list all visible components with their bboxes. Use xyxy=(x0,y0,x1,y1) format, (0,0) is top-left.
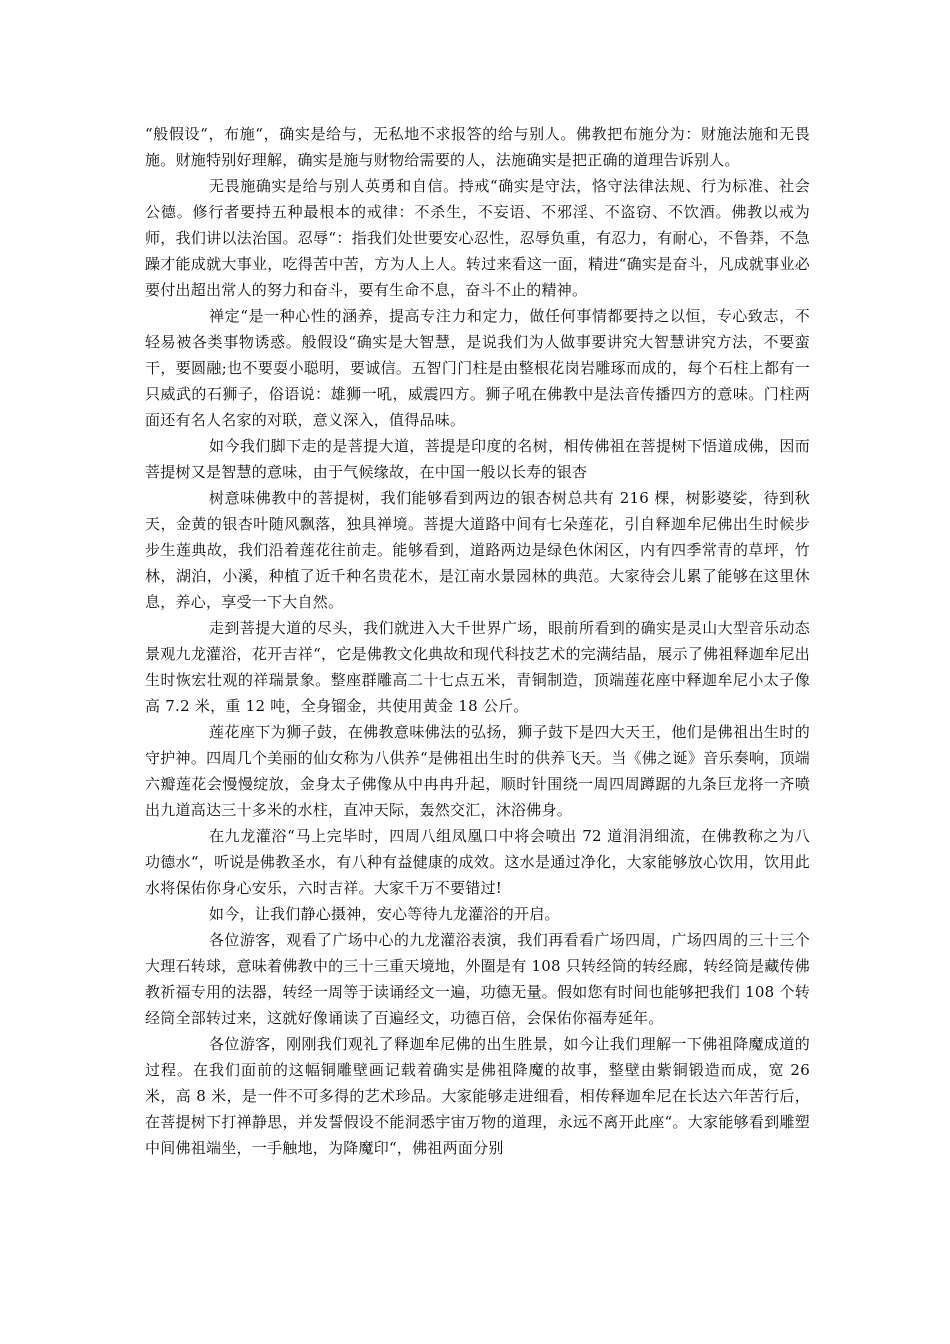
paragraph-5: 树意味佛教中的菩提树，我们能够看到两边的银杏树总共有 216 棵，树影婆娑，待到秋天，金黄的银杏叶随风飘落，独具禅境。菩提大道路中间有七朵莲花，引自释迦牟尼佛出生时候步步生莲典故，我们沿着莲花往前走。能够看到，道路两边是绿色休闲区，内有四季常青的草坪，竹林，湖泊，小溪，种植了近千种名贵花木，是江南水景园林的典范。大家待会儿累了能够在这里休息，养心，享受一下大自然。 xyxy=(145,489,810,611)
paragraph-9: 如今，让我们静心摄神，安心等待九龙灌浴的开启。 xyxy=(209,905,560,923)
paragraph-1: “般假设“，布施“，确实是给与，无私地不求报答的给与别人。佛教把布施分为：财施法施和无畏施。财施特别好理解，确实是施与财物给需要的人，法施确实是把正确的道理告诉别人。 xyxy=(145,125,810,169)
document-body xyxy=(145,121,810,1161)
paragraph-11: 各位游客，刚刚我们观礼了释迦牟尼佛的出生胜景，如今让我们理解一下佛祖降魔成道的过程。在我们面前的这幅铜雕壁画记载着确实是佛祖降魔的故事，整壁由紫铜锻造而成，宽 26 米，高 8 米，是一件不可多得的艺术珍品。大家能够走进细看，相传释迦牟尼在长达六年苦行后，在菩提树下打禅静思，并发誓假设不能洞悉宇宙万物的道理，永远不离开此座“。大家能够看到雕塑中间佛祖端坐，一手触地，为降魔印“，佛祖两面分别 xyxy=(145,1035,810,1157)
paragraph-8: 在九龙灌浴“马上完毕时，四周八组凤凰口中将会喷出 72 道涓涓细流，在佛教称之为八功德水“，听说是佛教圣水，有八种有益健康的成效。这水是通过净化，大家能够放心饮用，饮用此水将保佑你身心安乐，六时吉祥。大家千万不要错过! xyxy=(145,827,810,897)
paragraph-10: 各位游客，观看了广场中心的九龙灌浴表演，我们再看看广场四周，广场四周的三十三个大理石转球，意味着佛教中的三十三重天境地，外圈是有 108 只转经筒的转经廊，转经筒是藏传佛教祈福专用的法器，转经一周等于读诵经文一遍，功德无量。假如您有时间也能够把我们 108 个转经筒全部转过来，这就好像诵读了百遍经文，功德百倍，会保佑你福寿延年。 xyxy=(145,931,810,1027)
paragraph-3: 禅定“是一种心性的涵养，提高专注力和定力，做任何事情都要持之以恒，专心致志，不轻易被各类事物诱惑。般假设“确实是大智慧，是说我们为人做事要讲究大智慧讲究方法，不要蛮干，要圆融;也不要耍小聪明，要诚信。五智门门柱是由整根花岗岩雕琢而成的，每个石柱上都有一只威武的石狮子，俗语说：雄狮一吼，威震四方。狮子吼在佛教中是法音传播四方的意味。门柱两面还有名人名家的对联，意义深入，值得品味。 xyxy=(145,307,810,429)
paragraph-6: 走到菩提大道的尽头，我们就进入大千世界广场，眼前所看到的确实是灵山大型音乐动态景观九龙灌浴，花开吉祥“，它是佛教文化典故和现代科技艺术的完满结晶，展示了佛祖释迦牟尼出生时恢宏壮观的祥瑞景象。整座群雕高二十七点五米，青铜制造，顶端莲花座中释迦牟尼小太子像高 7.2 米，重 12 吨，全身镏金，共使用黄金 18 公斤。 xyxy=(145,619,810,715)
paragraph-7: 莲花座下为狮子鼓，在佛教意味佛法的弘扬，狮子鼓下是四大天王，他们是佛祖出生时的守护神。四周几个美丽的仙女称为八供养“是佛祖出生时的供养飞天。当《佛之诞》音乐奏响，顶端六瓣莲花会慢慢绽放，金身太子佛像从中冉冉升起，顺时针围绕一周四周蹲踞的九条巨龙将一齐喷出九道高达三十多米的水柱，直冲天际，轰然交汇，沐浴佛身。 xyxy=(145,723,810,819)
paragraph-2: 无畏施确实是给与别人英勇和自信。持戒“确实是守法，恪守法律法规、行为标准、社会公德。修行者要持五种最根本的戒律：不杀生，不妄语、不邪淫、不盗窃、不饮酒。佛教以戒为师，我们讲以法治国。忍辱“：指我们处世要安心忍性，忍辱负重，有忍力，有耐心，不鲁莽，不急躁才能成就大事业，吃得苦中苦，方为人上人。转过来看这一面，精进“确实是奋斗，凡成就事业必要付出超出常人的努力和奋斗，要有生命不息，奋斗不止的精神。 xyxy=(145,177,810,299)
paragraph-4: 如今我们脚下走的是菩提大道，菩提是印度的名树，相传佛祖在菩提树下悟道成佛，因而菩提树又是智慧的意味，由于气候缘故，在中国一般以长寿的银杏 xyxy=(145,437,810,481)
